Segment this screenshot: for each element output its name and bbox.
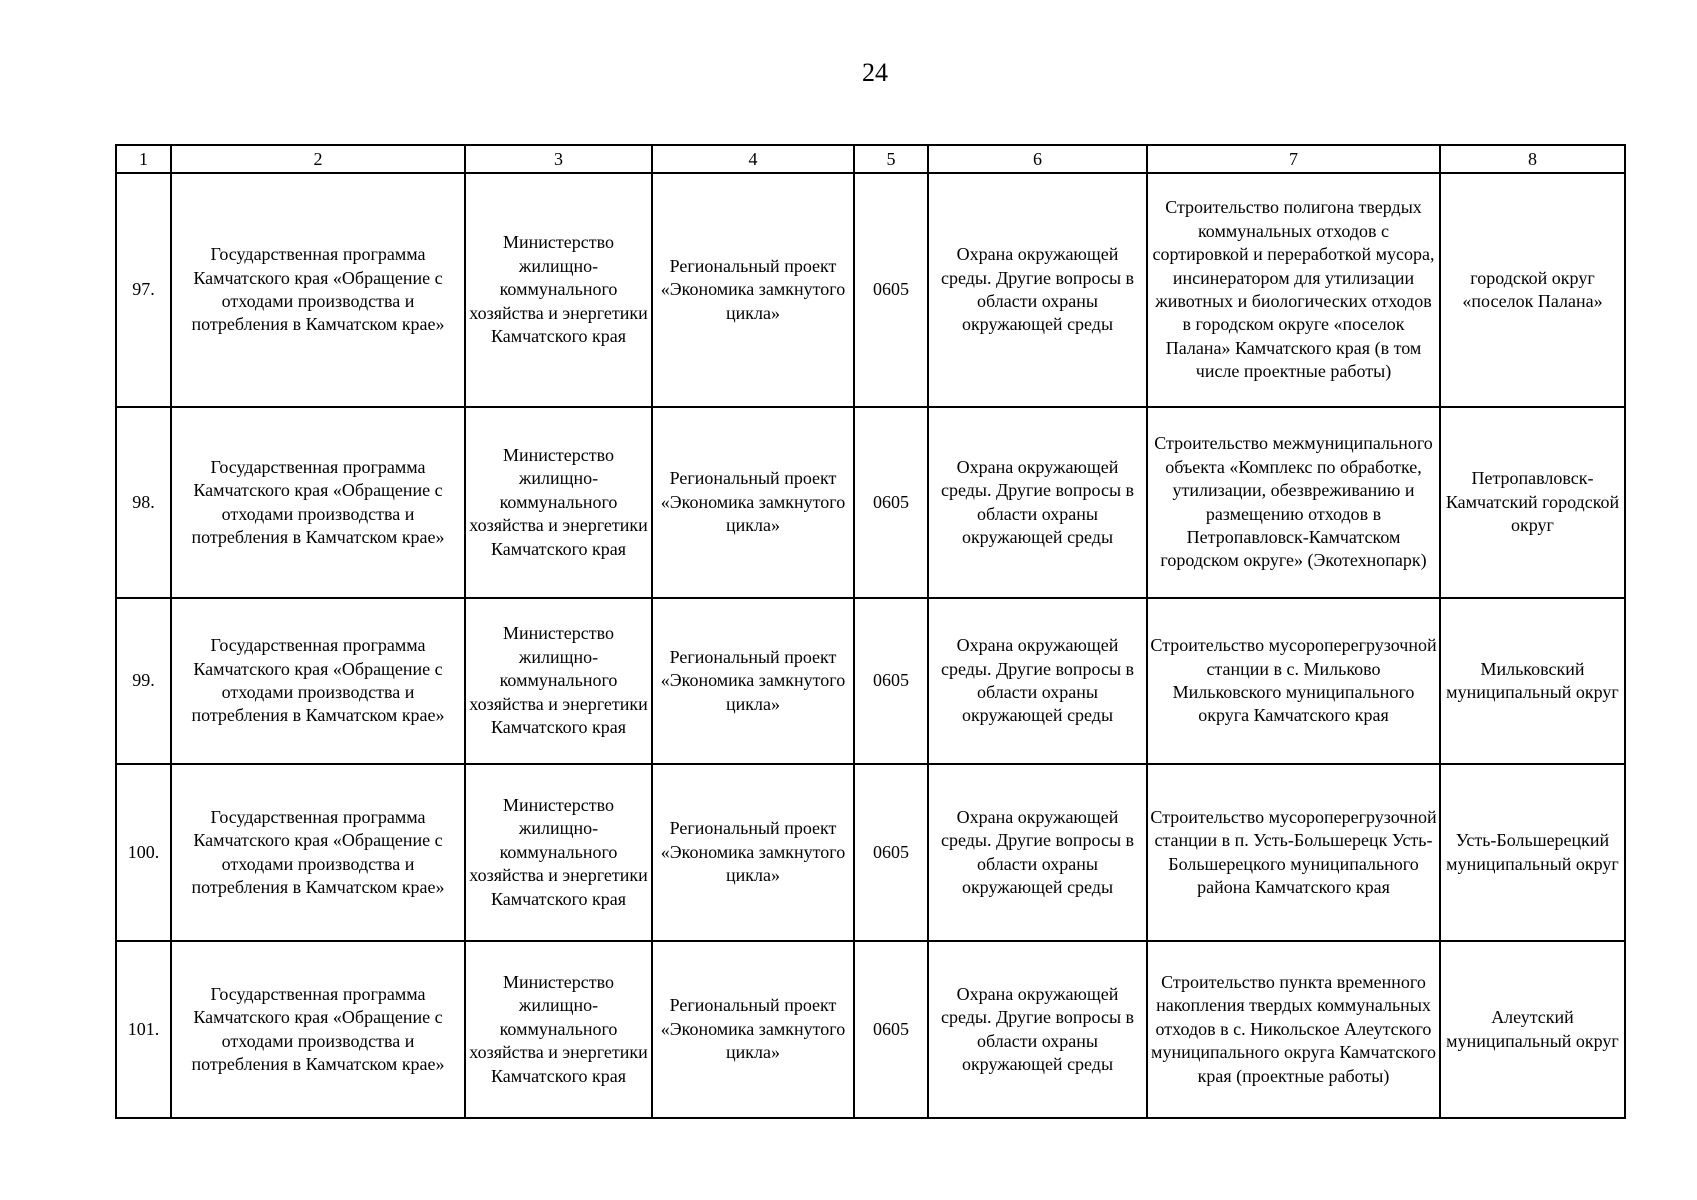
code-cell: 0605 [854, 941, 928, 1118]
column-number: 1 [116, 145, 171, 173]
ministry-cell: Министерство жилищно-коммунального хозяйства и энергетики Камчатского края [465, 598, 652, 764]
ministry-cell: Министерство жилищно-коммунального хозяйства и энергетики Камчатского края [465, 407, 652, 598]
table-row [116, 941, 1625, 1118]
row-number-cell: 100. [116, 764, 171, 941]
project-cell: Региональный проект «Экономика замкнутого цикла» [652, 407, 854, 598]
project-cell: Региональный проект «Экономика замкнутого цикла» [652, 598, 854, 764]
section-cell: Охрана окружающей среды. Другие вопросы в области охраны окружающей среды [928, 407, 1147, 598]
program-cell: Государственная программа Камчатского края «Обращение с отходами производства и потребления в Камчатском крае» [171, 173, 465, 407]
program-cell: Государственная программа Камчатского края «Обращение с отходами производства и потребления в Камчатском крае» [171, 941, 465, 1118]
municipality-cell: Петропавловск-Камчатский городской округ [1440, 407, 1625, 598]
column-number: 7 [1147, 145, 1440, 173]
municipality-cell: Алеутский муниципальный округ [1440, 941, 1625, 1118]
section-cell: Охрана окружающей среды. Другие вопросы в области охраны окружающей среды [928, 598, 1147, 764]
section-cell: Охрана окружающей среды. Другие вопросы в области охраны окружающей среды [928, 764, 1147, 941]
projects-table [115, 144, 1626, 1119]
column-number-row [116, 145, 1625, 173]
object-cell: Строительство мусороперегрузочной станции в п. Усть-Большерецк Усть-Большерецкого муниципального района Камчатского края [1147, 764, 1440, 941]
row-number-cell: 101. [116, 941, 171, 1118]
column-number: 6 [928, 145, 1147, 173]
code-cell: 0605 [854, 598, 928, 764]
row-number-cell: 99. [116, 598, 171, 764]
municipality-cell: Мильковский муниципальный округ [1440, 598, 1625, 764]
page-number: 24 [862, 58, 888, 87]
table-row [116, 173, 1625, 407]
object-cell: Строительство пункта временного накопления твердых коммунальных отходов в с. Никольское Алеутского муниципального округа Камчатского края (проектные работы) [1147, 941, 1440, 1118]
ministry-cell: Министерство жилищно-коммунального хозяйства и энергетики Камчатского края [465, 173, 652, 407]
table-row [116, 407, 1625, 598]
code-cell: 0605 [854, 173, 928, 407]
object-cell: Строительство полигона твердых коммунальных отходов с сортировкой и переработкой мусора, инсинератором для утилизации животных и биологических отходов в городском округе «поселок Палана» Камчатского края (в том числе проектные работы) [1147, 173, 1440, 407]
column-number: 3 [465, 145, 652, 173]
code-cell: 0605 [854, 764, 928, 941]
ministry-cell: Министерство жилищно-коммунального хозяйства и энергетики Камчатского края [465, 941, 652, 1118]
table-row [116, 598, 1625, 764]
object-cell: Строительство мусороперегрузочной станции в с. Мильково Мильковского муниципального округа Камчатского края [1147, 598, 1440, 764]
column-number: 8 [1440, 145, 1625, 173]
municipality-cell: городской округ «поселок Палана» [1440, 173, 1625, 407]
section-cell: Охрана окружающей среды. Другие вопросы в области охраны окружающей среды [928, 941, 1147, 1118]
program-cell: Государственная программа Камчатского края «Обращение с отходами производства и потребления в Камчатском крае» [171, 407, 465, 598]
object-cell: Строительство межмуниципального объекта «Комплекс по обработке, утилизации, обезвреживанию и размещению отходов в Петропавловск-Камчатском городском округе» (Экотехнопарк) [1147, 407, 1440, 598]
ministry-cell: Министерство жилищно-коммунального хозяйства и энергетики Камчатского края [465, 764, 652, 941]
project-cell: Региональный проект «Экономика замкнутого цикла» [652, 173, 854, 407]
column-number: 5 [854, 145, 928, 173]
project-cell: Региональный проект «Экономика замкнутого цикла» [652, 764, 854, 941]
code-cell: 0605 [854, 407, 928, 598]
municipality-cell: Усть-Большерецкий муниципальный округ [1440, 764, 1625, 941]
row-number-cell: 97. [116, 173, 171, 407]
column-number: 2 [171, 145, 465, 173]
project-cell: Региональный проект «Экономика замкнутого цикла» [652, 941, 854, 1118]
program-cell: Государственная программа Камчатского края «Обращение с отходами производства и потребления в Камчатском крае» [171, 764, 465, 941]
row-number-cell: 98. [116, 407, 171, 598]
program-cell: Государственная программа Камчатского края «Обращение с отходами производства и потребления в Камчатском крае» [171, 598, 465, 764]
column-number: 4 [652, 145, 854, 173]
table-row [116, 764, 1625, 941]
section-cell: Охрана окружающей среды. Другие вопросы в области охраны окружающей среды [928, 173, 1147, 407]
